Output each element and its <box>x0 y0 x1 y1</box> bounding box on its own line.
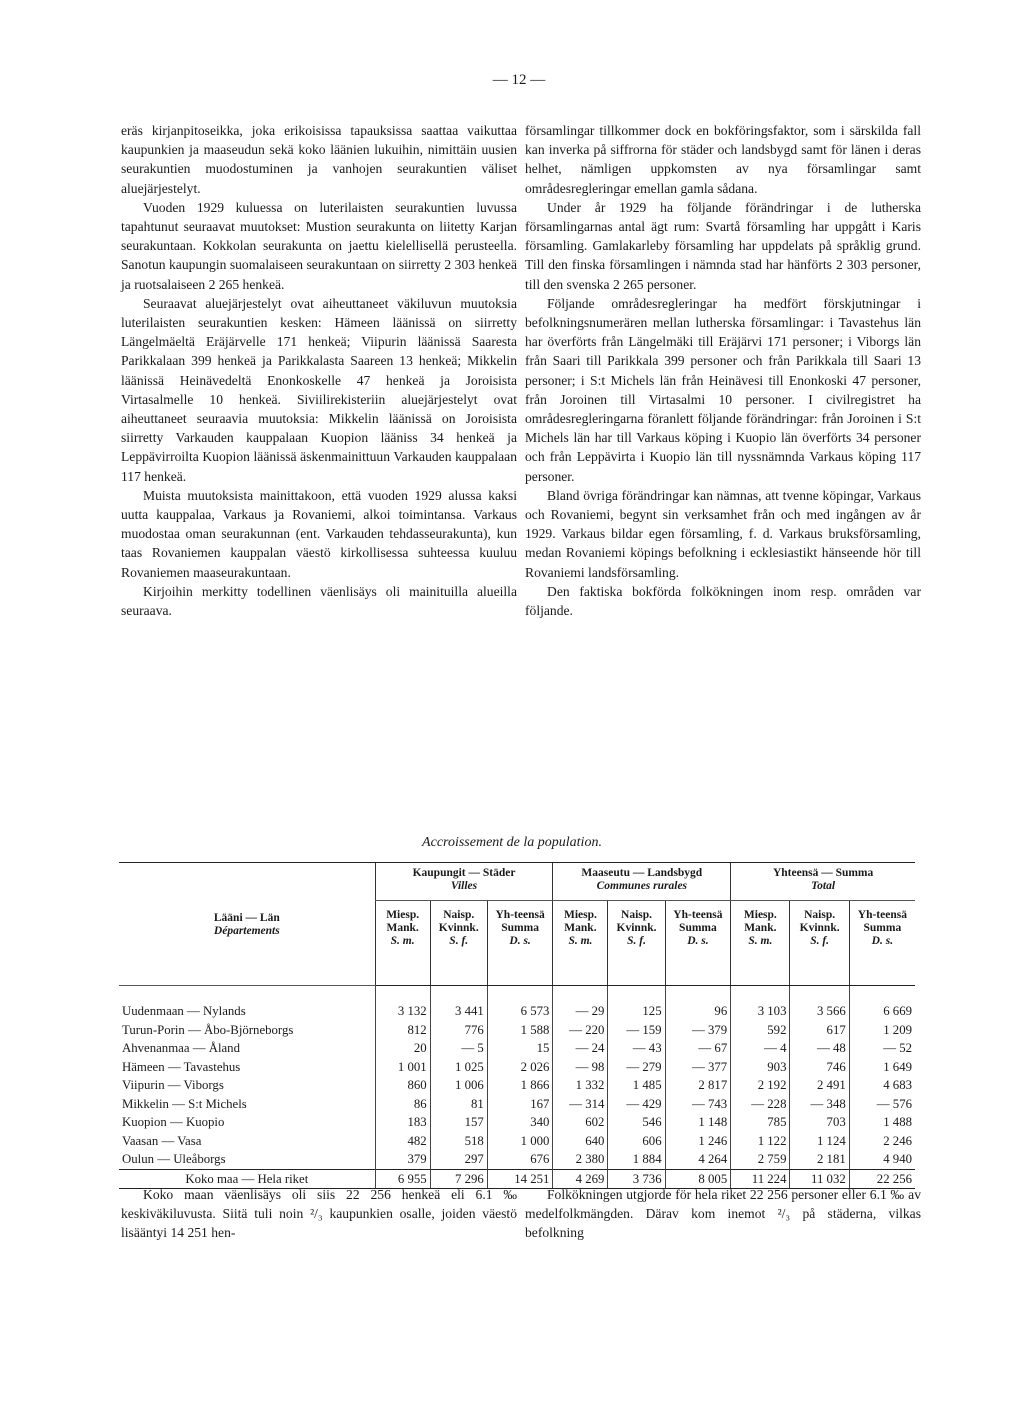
swedish-text-column <box>525 121 921 620</box>
subheader-line: Kvinnk. <box>616 922 657 934</box>
value-cell: 1 884 <box>608 1150 665 1169</box>
value-cell: 1 588 <box>487 1021 553 1040</box>
value-cell: 1 866 <box>487 1076 553 1095</box>
value-cell: — 228 <box>731 1095 790 1114</box>
spacer-row <box>119 986 915 1003</box>
group-header-label: Maaseutu — Landsbygd <box>581 867 703 879</box>
value-cell: 1 209 <box>849 1021 915 1040</box>
subheader-line-fr: S. m. <box>568 935 593 947</box>
value-cell: 1 148 <box>665 1113 731 1132</box>
subheader-line: Yh-teensä <box>857 909 907 921</box>
value-cell: — 279 <box>608 1058 665 1077</box>
spacer-cell <box>790 986 849 1003</box>
value-cell: 6 573 <box>487 1002 553 1021</box>
table-row <box>119 1150 915 1169</box>
subheader-line: Miesp. <box>386 909 420 921</box>
group-header-rural <box>553 863 731 901</box>
subheader-line: Kvinnk. <box>799 922 840 934</box>
paragraph: Muista muutoksista mainittakoon, että vuoden 1929 alussa kaksi uutta kauppalaa, Varkaus ja Rovaniemi, alkoi toimintansa. Varkaus muodostaa oman seurakunnan (ent. Varkauden tehdasseurakunta), kun taas Rovaniemen kauppalan väestö kirkollisessa suhteessa kuuluu Rovaniemen maaseurakuntaan. <box>121 487 517 580</box>
value-cell: 3 736 <box>608 1169 665 1189</box>
value-cell: 3 566 <box>790 1002 849 1021</box>
group-header-cities <box>375 863 553 901</box>
value-cell: 1 000 <box>487 1132 553 1151</box>
subheader-line: Mank. <box>386 922 419 934</box>
table-row <box>119 1021 915 1040</box>
value-cell: 592 <box>731 1021 790 1040</box>
spacer-cell <box>553 986 608 1003</box>
value-cell: 1 246 <box>665 1132 731 1151</box>
paragraph: eräs kirjanpitoseikka, joka erikoisissa tapauksissa saattaa vaikuttaa kaupunkien ja maaseudun sekä koko läänien lukuihin, nimittäin uusien seurakuntien muodostuminen ja vanhojen seurakuntien väliset aluejärjestelyt. <box>121 123 517 196</box>
spacer-cell <box>665 986 731 1003</box>
value-cell: 2 026 <box>487 1058 553 1077</box>
value-cell: 640 <box>553 1132 608 1151</box>
value-cell: 518 <box>430 1132 487 1151</box>
paragraph: Under år 1929 ha följande förändringar i de lutherska församlingarnas antal ägt rum: Svartå församling har uppgått i Karis församling. Gamlakarleby församling har uppdelats på språklig grund. Till den finska församlingen i nämnda stad har hänförts 2 303 personer, till den svenska 2 265 personer. <box>525 199 921 292</box>
value-cell: 1 332 <box>553 1076 608 1095</box>
subheader-line-fr: S. f. <box>810 935 830 947</box>
value-cell: — 48 <box>790 1039 849 1058</box>
value-cell: 602 <box>553 1113 608 1132</box>
table-row <box>119 1132 915 1151</box>
value-cell: 6 955 <box>375 1169 430 1189</box>
group-header-label: Yhteensä — Summa <box>772 867 874 879</box>
subheader-line: Naisp. <box>443 909 475 921</box>
department-header-fr: Départements <box>213 924 280 937</box>
value-cell: — 743 <box>665 1095 731 1114</box>
value-cell: — 52 <box>849 1039 915 1058</box>
table-row <box>119 1095 915 1114</box>
value-cell: — 4 <box>731 1039 790 1058</box>
subheader-line: Miesp. <box>743 909 777 921</box>
swedish-summary-text <box>525 1185 921 1243</box>
spacer-cell <box>375 986 430 1003</box>
subheader-line: Naisp. <box>621 909 653 921</box>
department-name: Ahvenanmaa — Åland <box>122 1041 240 1055</box>
value-cell: 6 669 <box>849 1002 915 1021</box>
table-row <box>119 1113 915 1132</box>
value-cell: 86 <box>375 1095 430 1114</box>
subheader-line: Yh-teensä <box>495 909 545 921</box>
value-cell: 812 <box>375 1021 430 1040</box>
value-cell: 4 264 <box>665 1150 731 1169</box>
group-header-label-fr: Total <box>811 880 836 892</box>
subheader-line: Kvinnk. <box>438 922 479 934</box>
department-name: Vaasan — Vasa <box>122 1133 202 1148</box>
department-name: Uudenmaan — Nylands <box>122 1004 246 1018</box>
value-cell: — 314 <box>553 1095 608 1114</box>
value-cell: 183 <box>375 1113 430 1132</box>
subheader-line-fr: S. m. <box>748 935 773 947</box>
group-header-label: Kaupungit — Städer <box>412 867 516 879</box>
value-cell: — 429 <box>608 1095 665 1114</box>
value-cell: 1 485 <box>608 1076 665 1095</box>
spacer-cell <box>430 986 487 1003</box>
value-cell: — 377 <box>665 1058 731 1077</box>
value-cell: 1 001 <box>375 1058 430 1077</box>
value-cell: 14 251 <box>487 1169 553 1189</box>
department-name: Koko maa — Hela riket <box>119 1169 375 1189</box>
value-cell: 4 683 <box>849 1076 915 1095</box>
paragraph: Folkökningen utgjorde för hela riket 22 256 personer eller 6.1 ‰ av medelfolkmängden. Därav kom inemot ²/₃ på städerna, vilkas befolkning <box>525 1187 921 1241</box>
column-subheader <box>849 901 915 986</box>
value-cell: 379 <box>375 1150 430 1169</box>
value-cell: 1 025 <box>430 1058 487 1077</box>
value-cell: — 379 <box>665 1021 731 1040</box>
value-cell: — 67 <box>665 1039 731 1058</box>
column-subheader <box>731 901 790 986</box>
value-cell: 297 <box>430 1150 487 1169</box>
spacer-cell <box>119 986 375 1003</box>
subheader-line: Summa <box>863 922 902 934</box>
group-header-label-fr: Villes <box>450 880 478 892</box>
value-cell: 157 <box>430 1113 487 1132</box>
value-cell: 3 132 <box>375 1002 430 1021</box>
column-subheader <box>487 901 553 986</box>
spacer-cell <box>731 986 790 1003</box>
value-cell: 703 <box>790 1113 849 1132</box>
subheader-line-fr: S. f. <box>627 935 646 947</box>
department-name: Hämeen — Tavastehus <box>122 1059 241 1074</box>
table-row <box>119 1058 915 1077</box>
value-cell: 20 <box>375 1039 430 1058</box>
department-name: Oulun — Uleåborgs <box>122 1152 226 1166</box>
spacer-cell <box>608 986 665 1003</box>
group-header-total <box>731 863 915 901</box>
value-cell: 2 246 <box>849 1132 915 1151</box>
department-name: Turun-Porin — Åbo-Björneborgs <box>122 1022 294 1037</box>
paragraph: Seuraavat aluejärjestelyt ovat aiheuttaneet väkiluvun muutoksia luterilaisten seurakuntien kesken: Hämeen läänissä on siirretty Längelmäeltä Eräjärvelle 171 henkeä; Viipurin läänissä Saaresta Parikkalaan 399 henkeä ja Parikkalasta Saareen 13 henkeä; Mikkelin läänissä Heinävedeltä Enonkoskelle 47 henkeä ja Joroisista Virtasalmelle 10 henkeä. Siviilirekisteriin aluejärjestelyt ovat aiheuttaneet seuraavia muutoksia: Mikkelin läänissä on Joroisista siirretty Varkauden kauppalaan Kuopion lääniss 34 henkeä ja Leppävirroilta Kuopion läänissä äskenmainittuun Varkauden kauppalaan 117 henkeä. <box>121 295 517 484</box>
department-name: Viipurin — Viborgs <box>122 1078 224 1092</box>
finnish-text-column <box>121 121 517 620</box>
value-cell: 3 441 <box>430 1002 487 1021</box>
department-header-fi: Lääni — Län <box>213 911 280 924</box>
value-cell: 11 224 <box>731 1169 790 1189</box>
paragraph: Bland övriga förändringar kan nämnas, att tvenne köpingar, Varkaus och Rovaniemi, begynt sin verksamhet från och med ingången av år 1929. Varkaus bildar egen församling, f. d. Varkaus bruksförsamling, medan Rovaniemi köpings befolkning i ecklesiastikt hänseende hör till Rovaniemi landsförsamling. <box>525 487 921 580</box>
spacer-cell <box>487 986 553 1003</box>
population-growth-table <box>119 862 915 1189</box>
value-cell: 11 032 <box>790 1169 849 1189</box>
group-header-label-fr: Communes rurales <box>596 880 688 892</box>
value-cell: 776 <box>430 1021 487 1040</box>
value-cell: 15 <box>487 1039 553 1058</box>
paragraph: Den faktiska bokförda folkökningen inom resp. områden var följande. <box>525 583 921 619</box>
value-cell: — 98 <box>553 1058 608 1077</box>
table-caption: Accroissement de la population. <box>422 835 602 850</box>
paragraph: Följande områdesregleringar ha medfört förskjutningar i befolkningsnumerären mellan lutherska församlingar: i Tavastehus län har överförts från Längelmäki till Eräjärvi 171 personer; i Viborgs län från Saari till Parikkala 399 personer och från Parikkala till Saari 13 personer; i S:t Michels län från Heinävesi till Enonkoski 47 personer, från Joroinen till Virtasalmi 10 personer. I civilregistret ha områdesregleringarna föranlett följande förändringar: från Joroinen i S:t Michels län har till Varkaus köping i Kuopio län överförts 34 personer och från Leppävirta i Kuopio län till nyssnämnda Varkaus köping 117 personer. <box>525 295 921 484</box>
value-cell: 676 <box>487 1150 553 1169</box>
value-cell: 2 817 <box>665 1076 731 1095</box>
subheader-line-fr: D. s. <box>687 935 709 947</box>
value-cell: 746 <box>790 1058 849 1077</box>
value-cell: 8 005 <box>665 1169 731 1189</box>
value-cell: 2 491 <box>790 1076 849 1095</box>
column-subheader <box>430 901 487 986</box>
column-subheader <box>608 901 665 986</box>
value-cell: — 43 <box>608 1039 665 1058</box>
value-cell: 3 103 <box>731 1002 790 1021</box>
subheader-line: Miesp. <box>563 909 597 921</box>
subheader-line-fr: D. s. <box>871 935 894 947</box>
department-header <box>119 863 375 986</box>
subheader-line: Yh-teensä <box>673 909 723 921</box>
value-cell: 2 759 <box>731 1150 790 1169</box>
table-row <box>119 1002 915 1021</box>
value-cell: — 159 <box>608 1021 665 1040</box>
value-cell: 4 940 <box>849 1150 915 1169</box>
subheader-line: Summa <box>501 922 539 934</box>
value-cell: 340 <box>487 1113 553 1132</box>
subheader-line-fr: S. f. <box>449 935 469 947</box>
subheader-line: Mank. <box>744 922 777 934</box>
value-cell: 7 296 <box>430 1169 487 1189</box>
value-cell: 1 488 <box>849 1113 915 1132</box>
value-cell: 2 380 <box>553 1150 608 1169</box>
value-cell: 167 <box>487 1095 553 1114</box>
column-subheader <box>665 901 731 986</box>
value-cell: — 29 <box>553 1002 608 1021</box>
page-number: — 12 — <box>492 72 546 88</box>
subheader-line-fr: S. m. <box>390 935 415 947</box>
column-subheader <box>553 901 608 986</box>
paragraph: Vuoden 1929 kuluessa on luterilaisten seurakuntien luvussa tapahtunut seuraavat muutokset: Mustion seurakunta on liitetty Karjan seurakuntaan. Kokkolan seurakunta on jaettu kielellisellä perusteella. Sanotun kaupungin suomalaiseen seurakuntaan on siirretty 2 303 henkeä ja ruotsalaiseen 2 265 henkeä. <box>121 199 517 292</box>
value-cell: 546 <box>608 1113 665 1132</box>
paragraph: Kirjoihin merkitty todellinen väenlisäys oli mainituilla alueilla seuraava. <box>121 583 517 619</box>
department-name: Mikkelin — S:t Michels <box>122 1096 247 1111</box>
value-cell: 860 <box>375 1076 430 1095</box>
value-cell: — 576 <box>849 1095 915 1114</box>
value-cell: — 24 <box>553 1039 608 1058</box>
value-cell: 606 <box>608 1132 665 1151</box>
value-cell: 81 <box>430 1095 487 1114</box>
paragraph: församlingar tillkommer dock en bokföringsfaktor, som i särskilda fall kan inverka på siffrorna för städer och landsbygd samt för länen i deras helhet, nämligen uppkomsten av nya församlingar samt områdesregleringar emellan gamla sådana. <box>525 123 921 196</box>
department-name: Kuopion — Kuopio <box>122 1115 225 1129</box>
value-cell: 1 649 <box>849 1058 915 1077</box>
finnish-summary-text <box>121 1185 517 1243</box>
value-cell: — 220 <box>553 1021 608 1040</box>
value-cell: 482 <box>375 1132 430 1151</box>
spacer-cell <box>849 986 915 1003</box>
column-subheader <box>375 901 430 986</box>
subheader-line-fr: D. s. <box>509 935 531 947</box>
table-row <box>119 1039 915 1058</box>
subheader-line: Naisp. <box>804 909 836 921</box>
value-cell: 4 269 <box>553 1169 608 1189</box>
table-row <box>119 1076 915 1095</box>
value-cell: 903 <box>731 1058 790 1077</box>
paragraph: Koko maan väenlisäys oli siis 22 256 henkeä eli 6.1 ‰ keskiväkiluvusta. Siitä tuli noin ²/₃ kaupunkien osalle, joiden väestö lisääntyi 14 251 hen- <box>121 1187 517 1241</box>
value-cell: 125 <box>608 1002 665 1021</box>
subheader-line: Summa <box>679 922 717 934</box>
value-cell: — 348 <box>790 1095 849 1114</box>
value-cell: 1 124 <box>790 1132 849 1151</box>
value-cell: 96 <box>665 1002 731 1021</box>
column-subheader <box>790 901 849 986</box>
value-cell: 785 <box>731 1113 790 1132</box>
value-cell: 2 192 <box>731 1076 790 1095</box>
value-cell: 1 122 <box>731 1132 790 1151</box>
subheader-line: Mank. <box>564 922 597 934</box>
value-cell: 2 181 <box>790 1150 849 1169</box>
value-cell: — 5 <box>430 1039 487 1058</box>
value-cell: 1 006 <box>430 1076 487 1095</box>
value-cell: 22 256 <box>849 1169 915 1189</box>
value-cell: 617 <box>790 1021 849 1040</box>
